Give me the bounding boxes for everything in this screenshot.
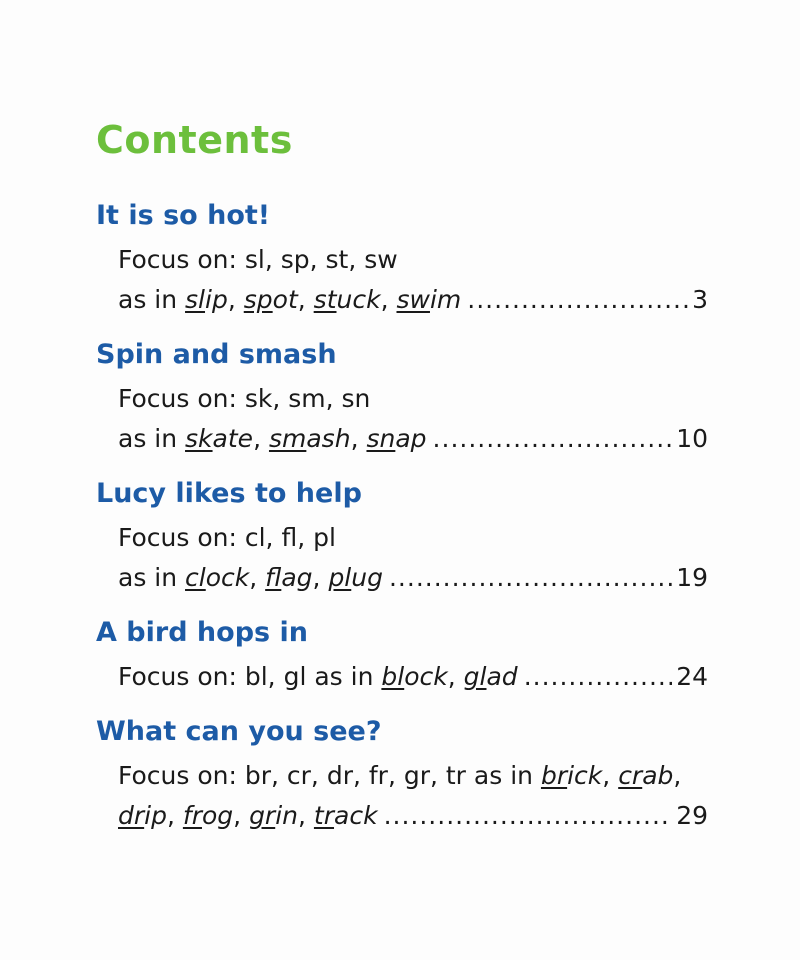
focus-letters: sk, sm, sn	[236, 384, 371, 413]
as-in-text: as in	[118, 424, 186, 453]
entry-title-lucy-likes-to-help: Lucy likes to help	[96, 478, 362, 509]
focus-letters: br, cr, dr, fr, gr, tr	[236, 761, 466, 790]
example-word: grin	[249, 801, 299, 830]
focus-label: Focus on:	[118, 662, 237, 691]
example-word: glad	[463, 662, 518, 691]
as-in-text: as in	[465, 761, 541, 790]
entry-focus-line	[118, 520, 708, 556]
example-word: smash	[268, 424, 351, 453]
entry-focus-example-line: Focus on: bl, gl as in block , glad ..... 24	[118, 659, 708, 695]
page-number: 10	[676, 424, 708, 453]
entry-title-it-is-so-hot: It is so hot!	[96, 200, 271, 231]
example-word: block	[381, 662, 448, 691]
example-word: brick	[540, 761, 603, 790]
example-word: spot	[243, 285, 298, 314]
page-number: 3	[692, 285, 708, 314]
dot-leader	[467, 282, 688, 318]
focus-label: Focus on:	[118, 384, 237, 413]
example-word: flag	[265, 563, 313, 592]
page-number: 24	[676, 662, 708, 691]
example-word: plug	[328, 563, 383, 592]
example-word: slip	[185, 285, 228, 314]
example-word: snap	[366, 424, 427, 453]
entry-focus-line	[118, 242, 708, 278]
focus-letters: cl, fl, pl	[236, 523, 336, 552]
dot-leader	[384, 798, 673, 834]
as-in-text: as in	[118, 563, 186, 592]
example-word: stuck	[313, 285, 381, 314]
entry-focus-line	[118, 381, 708, 417]
page-number: 29	[676, 801, 708, 830]
page-number: 19	[676, 563, 708, 592]
entry-focus-example-line: Focus on: br, cr, dr, fr, gr, tr as in brick , crab ,	[118, 758, 708, 794]
example-word: clock	[185, 563, 250, 592]
example-word: frog	[182, 801, 234, 830]
entry-example-line: as in skate , smash , snap ..... 10	[118, 421, 708, 457]
contents-heading: Contents	[96, 118, 293, 162]
dot-leader	[389, 560, 672, 596]
example-word: track	[313, 801, 378, 830]
as-in-text: as in	[118, 285, 186, 314]
entry-example-line: as in slip , spot , stuck , swim ..... 3	[118, 282, 708, 318]
entry-title-spin-and-smash: Spin and smash	[96, 339, 337, 370]
entry-title-a-bird-hops-in: A bird hops in	[96, 617, 308, 648]
dot-leader	[433, 421, 673, 457]
example-word: skate	[185, 424, 254, 453]
as-in-text: as in	[306, 662, 382, 691]
example-word: drip	[118, 801, 167, 830]
focus-label: Focus on:	[118, 523, 237, 552]
focus-letters: sl, sp, st, sw	[236, 245, 398, 274]
entry-example-line: as in clock , flag , plug ..... 19	[118, 560, 708, 596]
dot-leader	[524, 659, 673, 695]
focus-letters: bl, gl	[236, 662, 307, 691]
example-word: swim	[396, 285, 462, 314]
example-word: crab	[618, 761, 674, 790]
focus-label: Focus on:	[118, 761, 237, 790]
entry-title-what-can-you-see: What can you see?	[96, 716, 382, 747]
entry-example-line: drip , frog , grin , track ..... 29	[118, 798, 708, 834]
focus-label: Focus on:	[118, 245, 237, 274]
